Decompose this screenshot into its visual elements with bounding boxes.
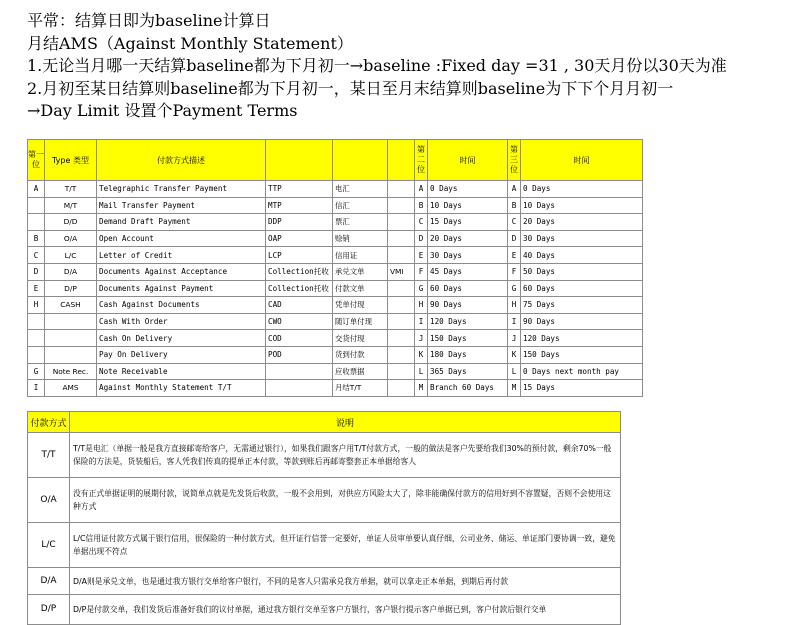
- cell-first-digit: E: [28, 280, 45, 297]
- cell-first-digit: [28, 313, 45, 330]
- cell-note: [388, 230, 415, 247]
- header-time-1: 时间: [428, 140, 508, 181]
- table-row: [28, 433, 621, 478]
- cell-time-1: 365 Days: [428, 363, 508, 380]
- cell-third-digit: B: [508, 197, 521, 214]
- cell-first-digit: C: [28, 247, 45, 264]
- cell-second-digit: K: [415, 346, 428, 363]
- intro-line-5: →Day Limit 设置个Payment Terms: [27, 101, 298, 120]
- cell-time-1: 30 Days: [428, 247, 508, 264]
- cell-first-digit: [28, 197, 45, 214]
- cell-first-digit: [28, 330, 45, 347]
- cell-type: T/T: [45, 181, 97, 198]
- code-table-header-row: [28, 140, 643, 181]
- cell-second-digit: I: [415, 313, 428, 330]
- cell-chinese-name: 应收票据: [333, 363, 388, 380]
- cell-second-digit: L: [415, 363, 428, 380]
- cell-type: AMS: [45, 380, 97, 397]
- cell-time-2: 15 Days: [521, 380, 643, 397]
- cell-abbr: POD: [266, 346, 333, 363]
- cell-description: Documents Against Acceptance: [97, 263, 266, 280]
- cell-abbr: MTP: [266, 197, 333, 214]
- header-third-digit: 第三位: [508, 140, 521, 181]
- cell-time-2: 150 Days: [521, 346, 643, 363]
- table-row: [28, 247, 643, 264]
- cell-abbr: [266, 380, 333, 397]
- cell-abbr: CWO: [266, 313, 333, 330]
- header-payment-method: 付款方式: [28, 412, 70, 433]
- cell-abbr: Collection托收: [266, 263, 333, 280]
- payment-method-explanation-table: [27, 411, 621, 625]
- cell-time-2: 90 Days: [521, 313, 643, 330]
- cell-description: Note Receivable: [97, 363, 266, 380]
- cell-description: Open Account: [97, 230, 266, 247]
- cell-type: D/P: [45, 280, 97, 297]
- table-row: [28, 263, 643, 280]
- cell-chinese-name: 月结T/T: [333, 380, 388, 397]
- cell-description: Telegraphic Transfer Payment: [97, 181, 266, 198]
- cell-third-digit: G: [508, 280, 521, 297]
- cell-chinese-name: 随订单付现: [333, 313, 388, 330]
- table-row: [28, 478, 621, 523]
- table-row: [28, 568, 621, 595]
- table-row: [28, 330, 643, 347]
- cell-abbr: LCP: [266, 247, 333, 264]
- cell-description: Demand Draft Payment: [97, 214, 266, 231]
- cell-abbr: [266, 363, 333, 380]
- cell-time-1: 20 Days: [428, 230, 508, 247]
- cell-chinese-name: 票汇: [333, 214, 388, 231]
- cell-time-1: 120 Days: [428, 313, 508, 330]
- cell-note: [388, 330, 415, 347]
- cell-note: [388, 247, 415, 264]
- table-row: [28, 181, 643, 198]
- intro-line-3: 1.无论当月哪一天结算baseline都为下月初一→baseline :Fixed day =31 , 30天月份以30天为准: [27, 56, 727, 75]
- cell-note: [388, 280, 415, 297]
- cell-first-digit: B: [28, 230, 45, 247]
- cell-third-digit: I: [508, 313, 521, 330]
- cell-time-2: 30 Days: [521, 230, 643, 247]
- cell-time-1: 45 Days: [428, 263, 508, 280]
- cell-chinese-name: 交货付现: [333, 330, 388, 347]
- table-row: [28, 363, 643, 380]
- header-blank-1: [266, 140, 333, 181]
- cell-third-digit: J: [508, 330, 521, 347]
- header-description: 付款方式描述: [97, 140, 266, 181]
- cell-time-1: 150 Days: [428, 330, 508, 347]
- cell-second-digit: E: [415, 247, 428, 264]
- cell-explanation: D/A则是承兑文单，也是通过我方银行交单给客户银行，不同的是客人只需承兑我方单据，就可以拿走正本单据，到期后再付款: [70, 568, 621, 595]
- cell-type: Note Rec.: [45, 363, 97, 380]
- table-row: [28, 214, 643, 231]
- cell-note: [388, 197, 415, 214]
- intro-line-1: 平常：结算日即为baseline计算日: [27, 11, 271, 30]
- cell-note: [388, 214, 415, 231]
- code-table-body: [28, 181, 643, 397]
- cell-abbr: CAD: [266, 297, 333, 314]
- cell-explanation: D/P是付款交单，我们发货后准备好我们的议付单据，通过我方银行交单至客户方银行，客户银行提示客户单据已到，客户付款后银行交单: [70, 595, 621, 625]
- header-time-2: 时间: [521, 140, 643, 181]
- explanation-header-row: [28, 412, 621, 433]
- cell-third-digit: K: [508, 346, 521, 363]
- cell-chinese-name: 信汇: [333, 197, 388, 214]
- cell-note: VMI: [388, 263, 415, 280]
- cell-time-2: 0 Days: [521, 181, 643, 198]
- cell-time-1: 15 Days: [428, 214, 508, 231]
- cell-third-digit: C: [508, 214, 521, 231]
- cell-time-2: 50 Days: [521, 263, 643, 280]
- cell-note: [388, 313, 415, 330]
- cell-payment-method: T/T: [28, 433, 70, 478]
- cell-time-2: 0 Days next month pay: [521, 363, 643, 380]
- cell-third-digit: A: [508, 181, 521, 198]
- header-type: Type 类型: [45, 140, 97, 181]
- cell-third-digit: F: [508, 263, 521, 280]
- table-row: [28, 346, 643, 363]
- cell-type: [45, 330, 97, 347]
- table-row: [28, 595, 621, 625]
- intro-text: [27, 10, 802, 123]
- payment-terms-code-table: [27, 139, 643, 397]
- cell-payment-method: D/A: [28, 568, 70, 595]
- cell-type: M/T: [45, 197, 97, 214]
- cell-third-digit: E: [508, 247, 521, 264]
- cell-description: Cash With Order: [97, 313, 266, 330]
- cell-note: [388, 297, 415, 314]
- cell-description: Letter of Credit: [97, 247, 266, 264]
- cell-third-digit: H: [508, 297, 521, 314]
- cell-type: CASH: [45, 297, 97, 314]
- cell-third-digit: L: [508, 363, 521, 380]
- table-row: [28, 280, 643, 297]
- cell-description: Documents Against Payment: [97, 280, 266, 297]
- cell-chinese-name: 付款文单: [333, 280, 388, 297]
- cell-time-1: 0 Days: [428, 181, 508, 198]
- cell-description: Cash On Delivery: [97, 330, 266, 347]
- cell-second-digit: C: [415, 214, 428, 231]
- explanation-table-body: [28, 433, 621, 625]
- cell-explanation: L/C信用证付款方式属于银行信用，很保险的一种付款方式，但开证行信誉一定要好，单证人员审单要认真仔细，公司业务、储运、单证部门要协调一致，避免单据出现不符点: [70, 523, 621, 568]
- cell-description: Cash Against Documents: [97, 297, 266, 314]
- table-row: [28, 297, 643, 314]
- cell-time-1: 60 Days: [428, 280, 508, 297]
- cell-abbr: COD: [266, 330, 333, 347]
- cell-note: [388, 346, 415, 363]
- cell-chinese-name: 信用证: [333, 247, 388, 264]
- cell-first-digit: H: [28, 297, 45, 314]
- cell-explanation: T/T是电汇（单据一般是我方直接邮寄给客户，无需通过银行），如果我们跟客户用T/T付款方式，一般的做法是客户先要给我们30%的预付款，剩余70%一般保险的方法是，货装船后，客人凭我们传真的提单正本付款，等款到账后再邮寄整套正本单据给客人: [70, 433, 621, 478]
- cell-time-2: 120 Days: [521, 330, 643, 347]
- cell-note: [388, 181, 415, 198]
- cell-type: O/A: [45, 230, 97, 247]
- cell-payment-method: L/C: [28, 523, 70, 568]
- header-blank-3: [388, 140, 415, 181]
- cell-chinese-name: 承兑文单: [333, 263, 388, 280]
- cell-description: Pay On Delivery: [97, 346, 266, 363]
- cell-note: [388, 380, 415, 397]
- cell-third-digit: D: [508, 230, 521, 247]
- cell-type: [45, 313, 97, 330]
- cell-note: [388, 363, 415, 380]
- intro-line-4: 2.月初至某日结算则baseline都为下月初一，某日至月末结算则baseline为下下个月月初一: [27, 78, 674, 98]
- cell-second-digit: H: [415, 297, 428, 314]
- cell-abbr: OAP: [266, 230, 333, 247]
- table-row: [28, 230, 643, 247]
- cell-second-digit: J: [415, 330, 428, 347]
- cell-payment-method: D/P: [28, 595, 70, 625]
- cell-abbr: DDP: [266, 214, 333, 231]
- cell-chinese-name: 电汇: [333, 181, 388, 198]
- cell-first-digit: D: [28, 263, 45, 280]
- cell-type: [45, 346, 97, 363]
- cell-chinese-name: 凭单付现: [333, 297, 388, 314]
- cell-time-2: 40 Days: [521, 247, 643, 264]
- cell-time-1: 90 Days: [428, 297, 508, 314]
- table-row: [28, 380, 643, 397]
- header-first-digit: 第一位: [28, 140, 45, 181]
- cell-explanation: 没有正式单据证明的展期付款，说简单点就是先发货后收款，一般不会用到，对供应方风险太大了，除非能确保付款方的信用好到不容置疑，否则不会使用这种方式: [70, 478, 621, 523]
- table-row: [28, 197, 643, 214]
- cell-type: L/C: [45, 247, 97, 264]
- cell-time-2: 60 Days: [521, 280, 643, 297]
- table-row: [28, 313, 643, 330]
- cell-description: Mail Transfer Payment: [97, 197, 266, 214]
- cell-chinese-name: 货到付款: [333, 346, 388, 363]
- cell-first-digit: G: [28, 363, 45, 380]
- cell-second-digit: D: [415, 230, 428, 247]
- cell-time-2: 75 Days: [521, 297, 643, 314]
- cell-time-1: 180 Days: [428, 346, 508, 363]
- cell-description: Against Monthly Statement T/T: [97, 380, 266, 397]
- table-row: [28, 523, 621, 568]
- cell-time-1: Branch 60 Days: [428, 380, 508, 397]
- intro-line-2: 月结AMS（Against Monthly Statement）: [27, 33, 353, 53]
- header-second-digit: 第二位: [415, 140, 428, 181]
- cell-abbr: Collection托收: [266, 280, 333, 297]
- cell-chinese-name: 赊销: [333, 230, 388, 247]
- cell-second-digit: G: [415, 280, 428, 297]
- cell-third-digit: M: [508, 380, 521, 397]
- cell-type: D/D: [45, 214, 97, 231]
- cell-payment-method: O/A: [28, 478, 70, 523]
- cell-first-digit: A: [28, 181, 45, 198]
- cell-time-2: 20 Days: [521, 214, 643, 231]
- cell-abbr: TTP: [266, 181, 333, 198]
- cell-second-digit: M: [415, 380, 428, 397]
- cell-time-1: 10 Days: [428, 197, 508, 214]
- cell-first-digit: [28, 346, 45, 363]
- cell-second-digit: B: [415, 197, 428, 214]
- cell-first-digit: I: [28, 380, 45, 397]
- cell-first-digit: [28, 214, 45, 231]
- header-blank-2: [333, 140, 388, 181]
- cell-type: D/A: [45, 263, 97, 280]
- cell-time-2: 10 Days: [521, 197, 643, 214]
- cell-second-digit: A: [415, 181, 428, 198]
- header-explanation: 说明: [70, 412, 621, 433]
- cell-second-digit: F: [415, 263, 428, 280]
